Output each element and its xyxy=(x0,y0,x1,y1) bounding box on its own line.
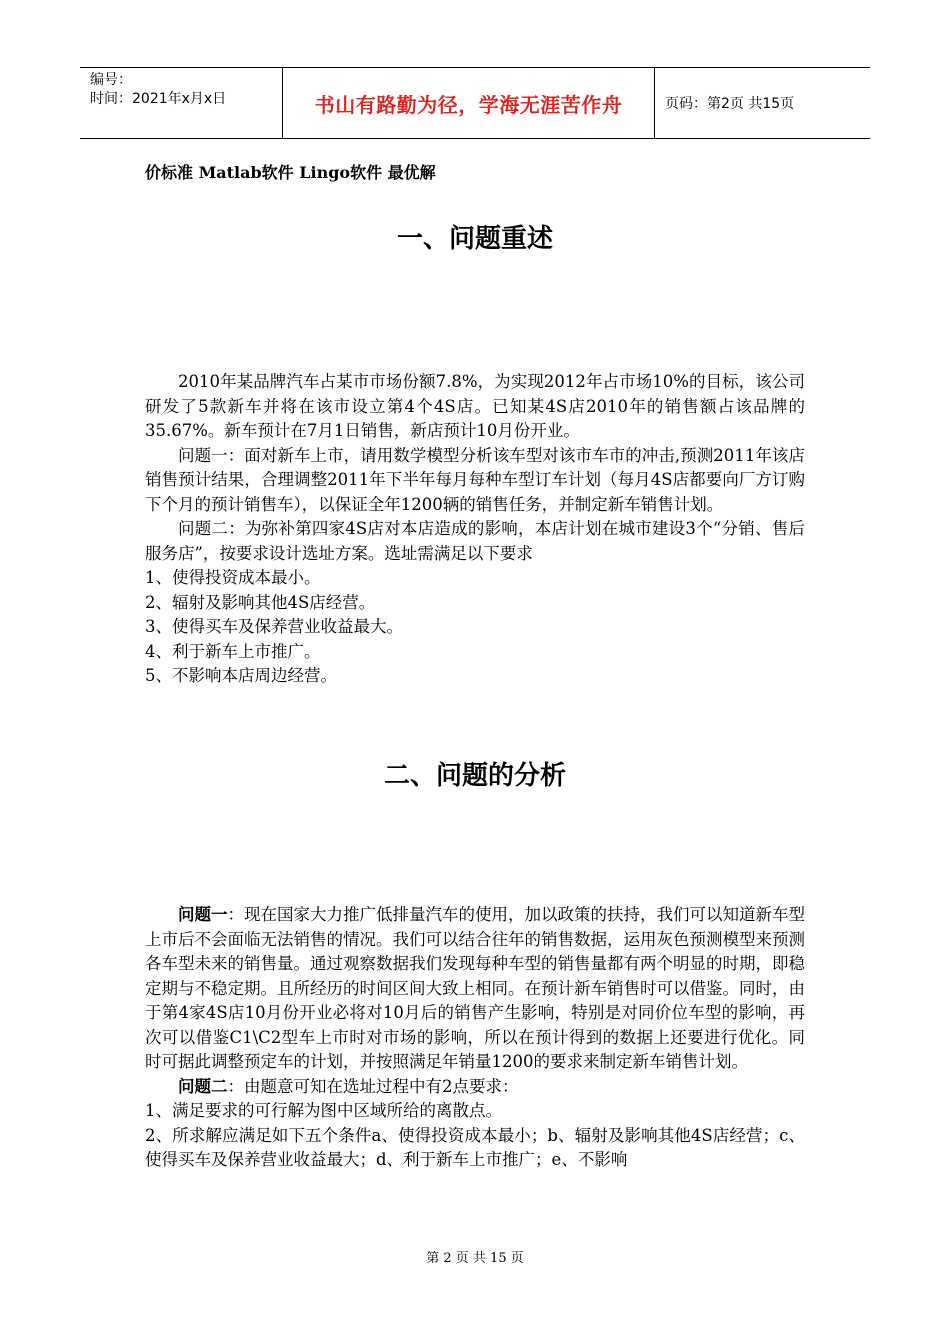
document-time-label: 时间：2021年x月x日 xyxy=(90,91,227,107)
section1-question1: 问题一：面对新车上市，请用数学模型分析该车型对该市车市的冲击,预测2011年该店销售预计结果，合理调整2011年下半年每月每种车型订车计划（每月4S店都要向厂方订购下个月的预计销售车），以保证全年1200辆的销售任务，并制定新车销售计划。 xyxy=(145,445,805,514)
page-footer: 第 2 页 共 15 页 xyxy=(426,1251,524,1266)
section1-question2: 问题二：为弥补第四家4S店对本店造成的影响，本店计划在城市建设3个“分销、售后服务店”，按要求设计选址方案。选址需满足以下要求 xyxy=(145,519,805,563)
analysis-question1-label: 问题一 xyxy=(178,905,228,924)
analysis-item-2: 2、所求解应满足如下五个条件a、使得投资成本最小；b、辐射及影响其他4S店经营；c、使得买车及保养营业收益最大；d、利于新车上市推广；e、不影响 xyxy=(145,1125,805,1169)
requirement-item: 5、不影响本店周边经营。 xyxy=(145,666,337,685)
header-page-cell xyxy=(655,68,870,138)
keywords-line: 价标准 Matlab软件 Lingo软件 最优解 xyxy=(145,163,436,182)
section2-body xyxy=(145,903,805,1173)
requirement-item: 3、使得买车及保养营业收益最大。 xyxy=(145,617,403,636)
analysis-question2 xyxy=(145,1075,805,1100)
requirement-item: 2、辐射及影响其他4S店经营。 xyxy=(145,592,376,612)
header-slogan-cell xyxy=(282,68,655,138)
section2-title: 二、问题的分析 xyxy=(383,761,566,791)
analysis-question1 xyxy=(145,903,805,1075)
header-meta xyxy=(80,68,282,138)
header-slogan: 书山有路勤为径，学海无涯苦作舟 xyxy=(314,92,623,117)
analysis-item-1: 1、满足要求的可行解为图中区域所给的离散点。 xyxy=(145,1101,502,1120)
section1-title: 一、问题重述 xyxy=(396,224,553,254)
section1-body xyxy=(145,370,805,689)
analysis-question2-text: ：由题意可知在选址过程中有2点要求： xyxy=(227,1076,519,1096)
requirement-item: 4、利于新车上市推广。 xyxy=(145,641,321,661)
requirement-item: 1、使得投资成本最小。 xyxy=(145,568,321,587)
section1-intro: 2010年某品牌汽车占某市市场份额7.8%，为实现2012年占市场10%的目标，该公司研发了5款新车并将在该市设立第4个4S店。已知某4S店2010年的销售额占该品牌的35.67%。新车预计在7月1日销售，新店预计10月份开业。 xyxy=(145,372,805,440)
document-header xyxy=(80,67,870,139)
header-page-info: 页码：第2页 共15页 xyxy=(665,96,795,112)
analysis-question1-text: ：现在国家大力推广低排量汽车的使用，加以政策的扶持，我们可以知道新车型上市后不会面临无法销售的情况。我们可以结合往年的销售数据，运用灰色预测模型来预测各车型未来的销售量。通过观察数据我们发现每种车型的销售量都有两个明显的时期，即稳定期与不稳定期。且所经历的时间区间大致上相同。在预计新车销售时可以借鉴。同时，由于第4家4S店10月份开业必将对10月后的销售产生影响，特别是对同价位车型的影响，再次可以借鉴C1\C2型车上市时对市场的影响，所以在预计得到的数据上还要进行优化。同时可据此调整预定车的计划，并按照满足年销量1200的要求来制定新车销售计划。 xyxy=(145,905,805,1071)
document-number-label: 编号： xyxy=(90,72,132,88)
analysis-question2-label: 问题二 xyxy=(178,1076,228,1096)
